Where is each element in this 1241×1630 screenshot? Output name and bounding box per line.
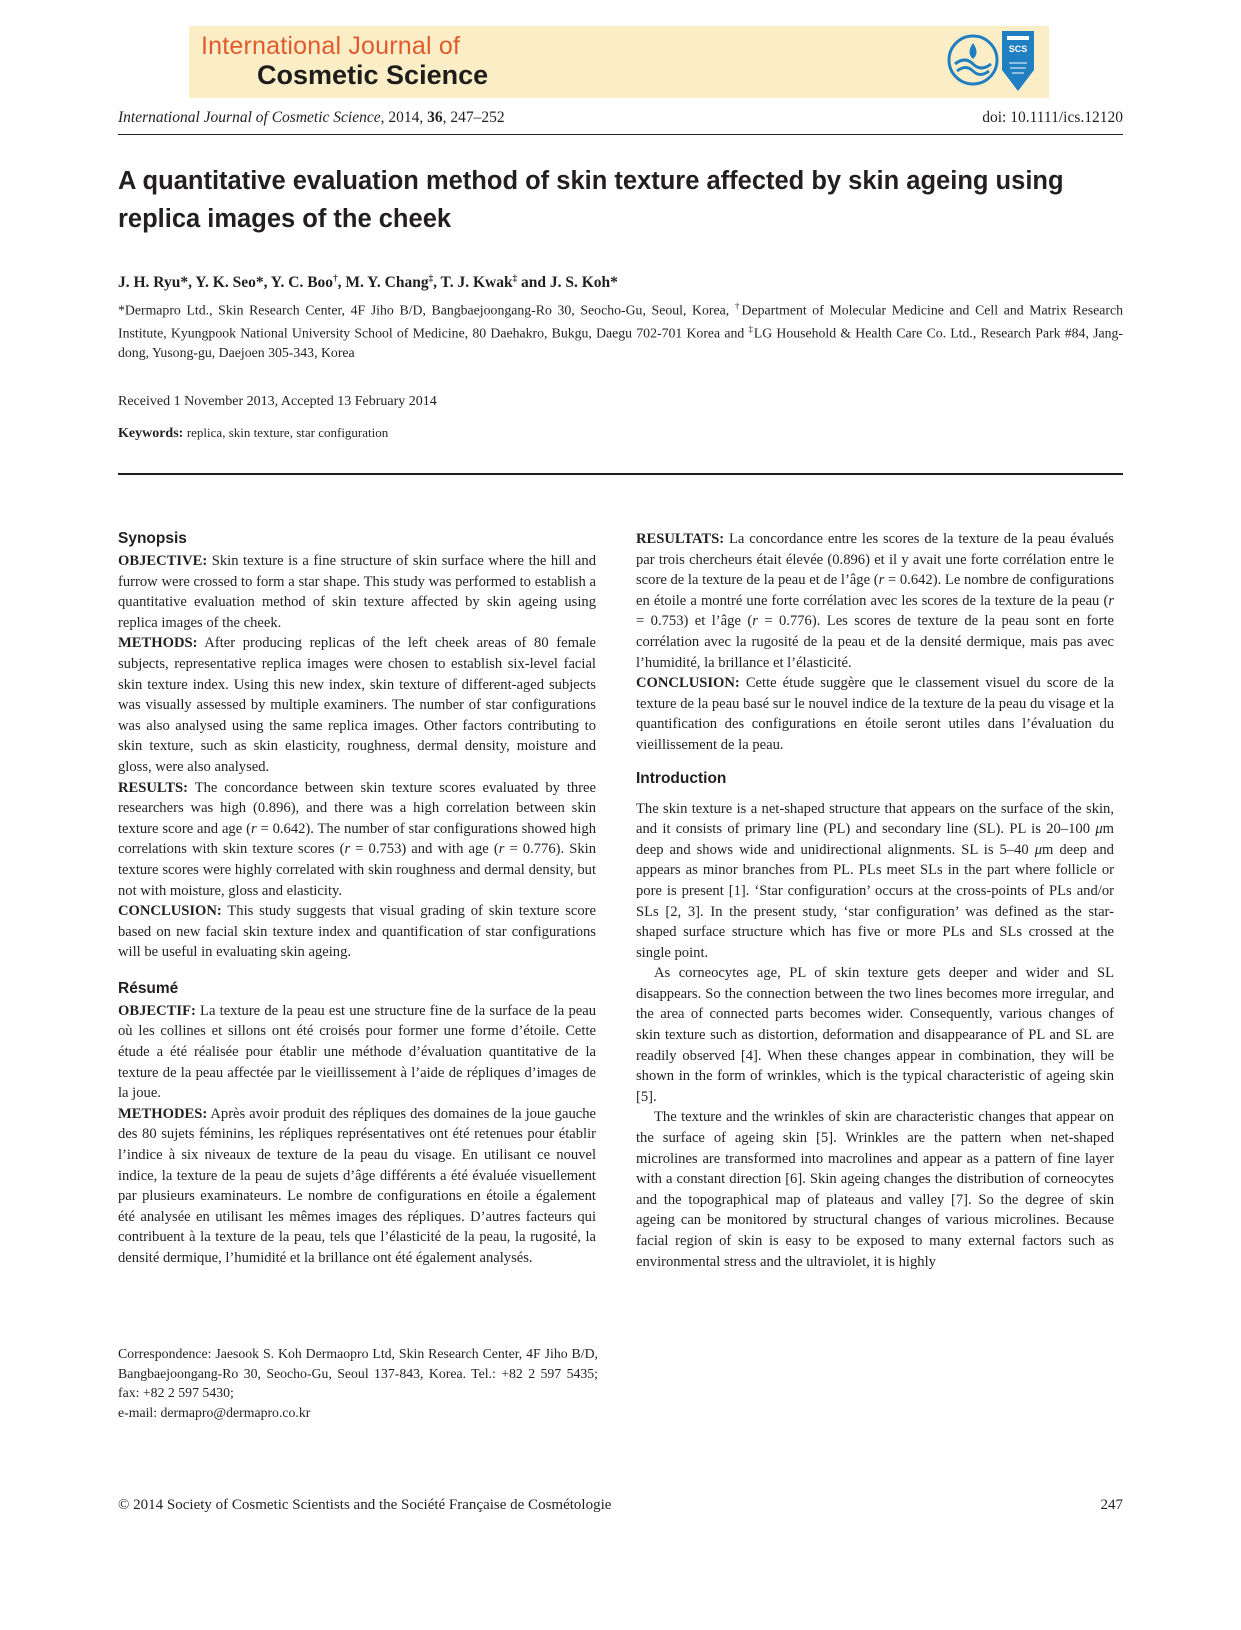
italic-r: r — [1108, 592, 1114, 609]
section-label: OBJECTIVE: — [118, 553, 208, 569]
shield-icon — [1001, 30, 1035, 92]
running-head-year: , 2014, — [380, 109, 428, 126]
affiliations — [118, 297, 1123, 363]
synopsis-conclusion — [118, 901, 596, 963]
paragraph-text: La concordance entre les scores de la texture de la peau évalués par trois chercheurs était élevée (0.896) et il y avait une forte corrélation entre le score de la texture de la peau et de l’âge ( — [636, 531, 1114, 589]
section-label: CONCLUSION: — [636, 675, 740, 692]
correspondence-email[interactable]: e-mail: dermapro@dermapro.co.kr — [118, 1404, 311, 1420]
affiliation-mark: † — [734, 301, 742, 311]
synopsis-heading: Synopsis — [118, 530, 187, 547]
italic-r: r — [878, 572, 885, 589]
affiliation-mark: † — [333, 273, 338, 283]
keywords-label: Keywords: — [118, 426, 184, 441]
italic-r: r — [752, 613, 758, 630]
left-column — [118, 529, 596, 1269]
banner-line2: Cosmetic Science — [257, 60, 489, 90]
society-shield-logo — [1001, 30, 1035, 97]
banner-line1: International Journal of — [201, 32, 461, 60]
section-label: OBJECTIF: — [118, 1002, 196, 1019]
synopsis-results — [118, 778, 596, 902]
section-label: METHODES: — [118, 1105, 208, 1122]
paragraph-text: The skin texture is a net-shaped structure that appears on the surface of the skin, and it consists of primary line (PL) and secondary line (SL). PL is 20–100 — [636, 800, 1114, 838]
running-head-pages: , 247–252 — [442, 109, 505, 126]
italic-r: r — [344, 841, 351, 858]
paragraph-text: = 0.776). Les scores de texture de la peau sont en forte corrélation avec la rugosité de la peau et de la densité dermique, mais pas avec l’humidité, la brillance et l’élasticité. — [636, 613, 1114, 671]
paragraph-text: La texture de la peau est une structure fine de la surface de la peau où les collines et sillons ont été croisés pour former une forme d’étoile. Cette étude a été réalisée pour établir une méthode d’évaluation quantitative de la texture de la peau affectée par le vieillissement à l’aide de répliques d’images de la joue. — [118, 1002, 596, 1102]
header-divider — [118, 134, 1123, 135]
front-matter-divider — [118, 473, 1123, 475]
italic-mu: μ — [1034, 841, 1043, 858]
paragraph-text: The concordance between skin texture scores evaluated by three researchers was high (0.896), and there was a high correlation between skin texture score and age ( — [118, 779, 596, 837]
received-dates: Received 1 November 2013, Accepted 13 February 2014 — [118, 394, 437, 409]
introduction-heading: Introduction — [636, 769, 727, 787]
page-footer — [118, 1497, 1123, 1514]
doi-link[interactable]: doi: 10.1111/ics.12120 — [982, 109, 1123, 126]
intro-paragraph-2: As corneocytes age, PL of skin texture gets deeper and wider and SL disappears. So the connection between the two lines becomes more irregular, and the area of connected parts becomes wider. Consequently, various changes of skin texture such as distortion, deformation and disappearance of PL and SL are readily observed [4]. When these changes appear in combination, they will be shown in the form of wrinkles, which is the typical characteristic of ageing skin [5]. — [636, 965, 1114, 1105]
intro-paragraph-3: The texture and the wrinkles of skin are characteristic changes that appear on the surface of ageing skin [5]. Wrinkles are the pattern when net-shaped microlines are transformed into macrolines and appear as a pattern of fine layer with a constant direction [6]. Skin ageing changes the distribution of corneocytes and the topographical map of plateaus and valley [7]. So the degree of skin ageing can be monitored by structural changes of various microlines. Because facial region of skin is easy to be exposed to many external factors such as environmental stress and the ultraviolet, it is highly — [636, 1109, 1114, 1270]
section-label: CONCLUSION: — [118, 903, 222, 920]
paragraph-text: = 0.753) and with age ( — [350, 841, 499, 858]
affiliation-mark: ‡ — [748, 324, 754, 335]
resume-resultats — [636, 529, 1114, 673]
paragraph-text: This study suggests that visual grading of skin texture score based on new facial skin texture index and quantification of star configurations will be useful in evaluating skin ageing. — [118, 903, 596, 961]
synopsis-methods — [118, 633, 596, 777]
paragraph-text: After producing replicas of the left cheek areas of 80 female subjects, representative replica images were chosen to establish six-level facial skin texture index. Using this new index, skin texture of different-aged subjects was visually assessed by multiple examiners. The number of star configurations was also analysed using the same replica images. Other factors contributing to skin texture, such as skin elasticity, roughness, dermal density, moisture and gloss, were also analysed. — [118, 635, 596, 775]
copyright: © 2014 Society of Cosmetic Scientists and the Société Française de Cosmétologie — [118, 1497, 612, 1513]
page-number: 247 — [1100, 1497, 1123, 1513]
correspondence-address: Correspondence: Jaesook S. Koh Dermaopro Ltd, Skin Research Center, 4F Jiho B/D, Bangbaejoongang-Ro 30, Seocho-Gu, Seoul 137-843, Korea. Tel.: +82 2 597 5435; fax: +82 2 597 5430; — [118, 1346, 598, 1401]
intro-paragraph-1 — [636, 799, 1114, 964]
resume-conclusion — [636, 673, 1114, 755]
paragraph-text: = 0.642). Le nombre de configurations en étoile a montré une forte corrélation avec les scores de la texture de la peau ( — [636, 572, 1114, 609]
running-head-volume: 36 — [427, 109, 443, 126]
section-label: RESULTS: — [118, 779, 189, 796]
paragraph-text: = 0.642). The number of star configurations showed high correlations with skin texture scores ( — [118, 820, 596, 858]
italic-r: r — [250, 820, 257, 837]
paragraph-text: Skin texture is a fine structure of skin surface where the hill and furrow were crossed to form a star shape. This study was performed to establish a quantitative evaluation method of skin texture affected by skin ageing using replica images of the cheek. — [118, 553, 596, 631]
journal-banner — [189, 26, 1049, 98]
paragraph-text: Cette étude suggère que le classement visuel du score de la texture de la peau basé sur le nouvel indice de la texture de la peau du visage et la quantification des configurations en étoile seront utiles dans l’évaluation du vieillissement de la peau. — [636, 675, 1114, 753]
affiliation-1: *Dermapro Ltd., Skin Research Center, 4F Jiho B/D, Bangbaejoongang-Ro 30, Seocho-Gu, Seoul, Korea, — [118, 302, 735, 318]
paragraph-text: m deep and shows wide and unidirectional alignments. SL is 5–40 — [636, 821, 1114, 858]
journal-droplet-logo-icon — [947, 34, 999, 86]
resume-methodes — [118, 1104, 596, 1269]
paragraph-text: = 0.776). Skin texture scores were highly correlated with skin roughness and dermal density, but not with moisture, gloss and elasticity. — [118, 841, 596, 899]
keywords-value: replica, skin texture, star configuration — [186, 425, 389, 440]
section-label: RESULTATS: — [636, 531, 725, 547]
affiliation-mark: ‡ — [512, 273, 518, 283]
author-group-4: and J. S. Koh* — [517, 274, 618, 292]
resume-heading: Résumé — [118, 979, 179, 997]
synopsis-objective — [118, 551, 596, 633]
section-label: METHODS: — [118, 635, 198, 652]
right-column — [636, 529, 1114, 1272]
affiliation-mark: ‡ — [428, 273, 434, 283]
paragraph-text: = 0.753) et l’âge ( — [636, 613, 753, 630]
author-list — [118, 273, 618, 292]
author-group-1: J. H. Ryu*, Y. K. Seo*, Y. C. Boo — [118, 274, 334, 292]
correspondence — [118, 1344, 598, 1422]
author-group-2: , M. Y. Chang — [337, 274, 429, 292]
italic-mu: μ — [1095, 821, 1103, 838]
paragraph-text: Après avoir produit des répliques des domaines de la joue gauche des 80 sujets féminins, les répliques représentatives ont été retenues pour établir l’indice à six niveaux de texture de la peau du visage. En utilisant ce nouvel indice, la texture de la peau de sujets d’âge différents a été évaluée visuellement par plusieurs examinateurs. Le nombre de configurations en étoile a également été analysée en utilisant les mêmes images des répliques. D’autres facteurs qui contribuent à la texture de la peau, tels que l’élasticité de la peau, la rugosité, la densité dermique, l’humidité et la brillance ont été également analysés. — [118, 1105, 596, 1266]
society-badge-text: SCS — [1008, 44, 1028, 54]
resume-objectif — [118, 1001, 596, 1104]
italic-r: r — [498, 841, 505, 858]
keywords — [118, 425, 388, 442]
running-head-journal: International Journal of Cosmetic Science — [118, 109, 381, 126]
running-head — [118, 109, 1123, 127]
article-title: A quantitative evaluation method of skin texture affected by skin ageing using replica images of the cheek — [118, 167, 1064, 233]
affiliation-3: LG Household & Health Care Co. Ltd., Research Park #84, Jang-dong, Yusong-gu, Daejoen 305-343, Korea — [118, 325, 1123, 361]
paragraph-text: m deep and appears as minor branches from PL. PLs meet SLs in the part where follicle or pore is present [1]. ‘Star configuration’ occurs at the cross-points of PLs and/or SLs [2, 3]. In the present study, ‘star configuration’ was defined as the star-shaped surface structure which has five or more PLs and SLs crossed at the single point. — [636, 841, 1114, 961]
affiliation-2: Department of Molecular Medicine and Cell and Matrix Research Institute, Kyungpook National University School of Medicine, 80 Daehakro, Bukgu, Daegu 702-701 Korea and — [118, 302, 1124, 341]
author-group-3: , T. J. Kwak — [433, 274, 513, 292]
